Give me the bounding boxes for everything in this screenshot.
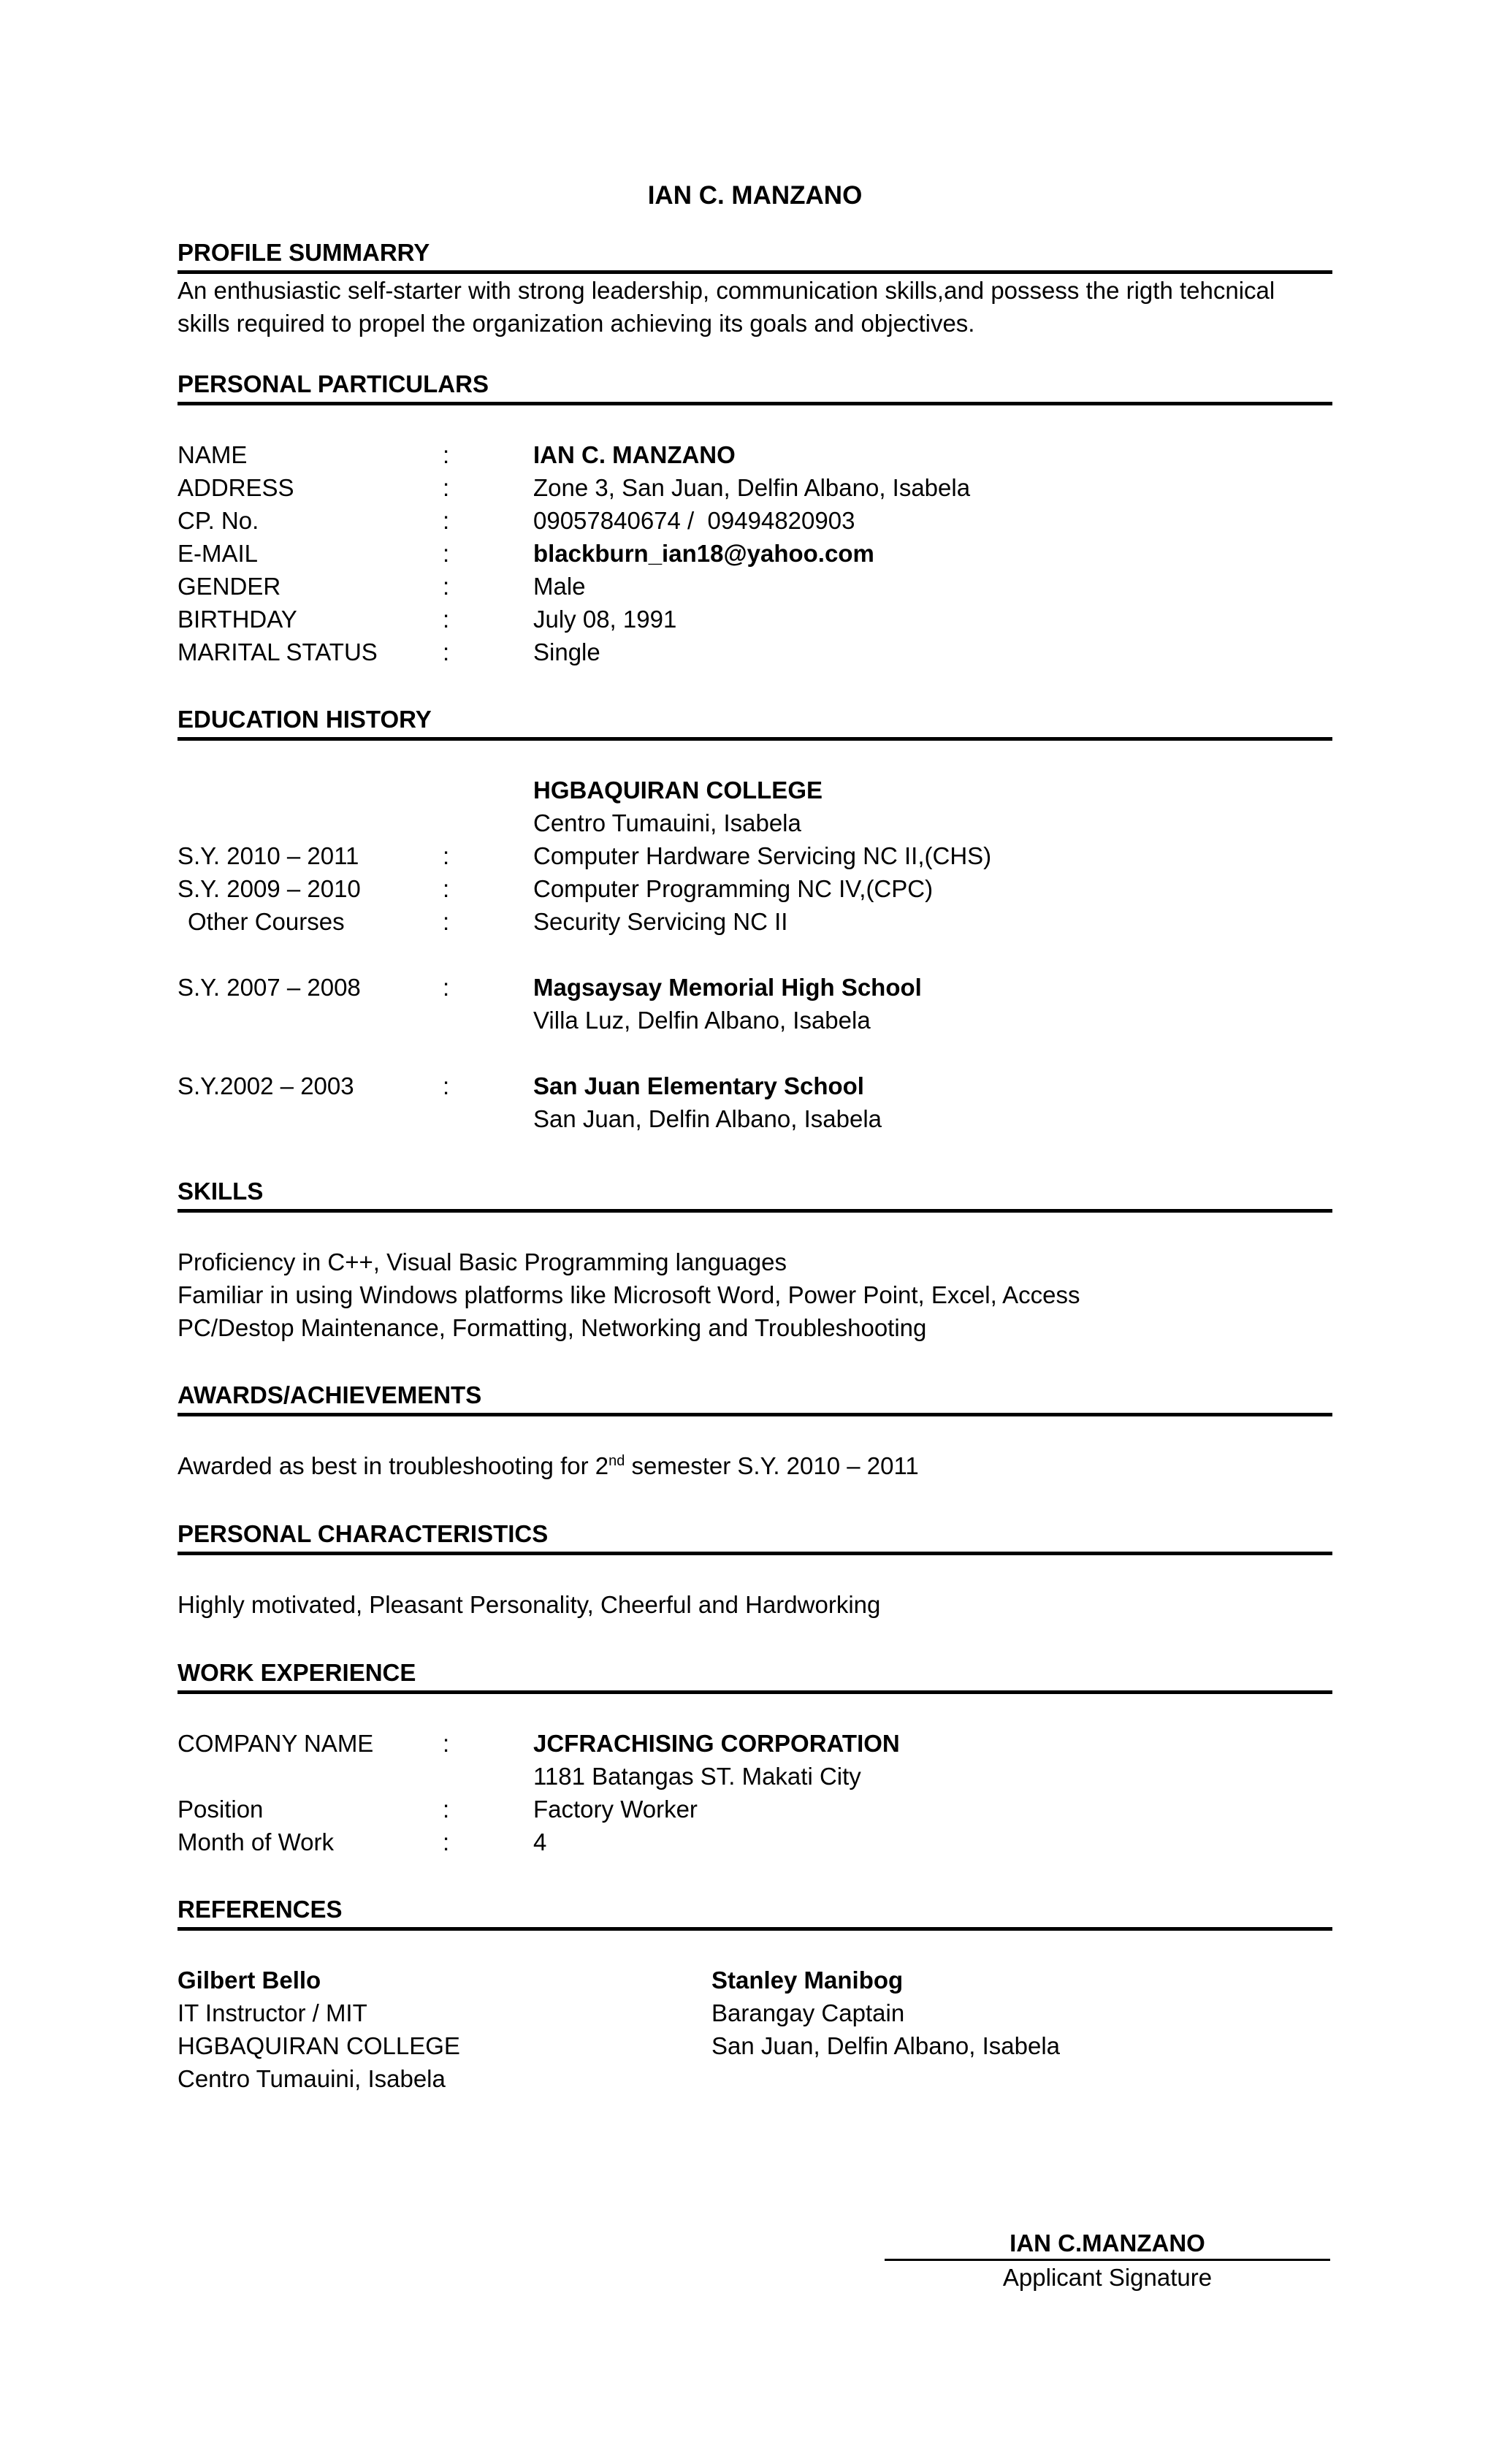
row-label: NAME [178, 441, 248, 468]
row-label: GENDER [178, 573, 281, 600]
skill-item: Familiar in using Windows platforms like Microsoft Word, Power Point, Excel, Access [178, 1281, 1080, 1308]
row-colon: : [443, 908, 450, 935]
personal-row-address [178, 471, 1332, 504]
work-heading: WORK EXPERIENCE [178, 1657, 1332, 1694]
high-school-address: Villa Luz, Delfin Albano, Isabela [533, 1007, 871, 1034]
row-label: ADDRESS [178, 474, 294, 501]
signature-block [885, 2228, 1330, 2294]
characteristics-heading: PERSONAL CHARACTERISTICS [178, 1518, 1332, 1555]
personal-row-phone [178, 504, 1332, 537]
row-label: CP. No. [178, 507, 259, 534]
work-position-row [178, 1793, 1332, 1826]
company-address: 1181 Batangas ST. Makati City [533, 1763, 861, 1790]
row-value: Computer Hardware Servicing NC II,(CHS) [533, 842, 992, 869]
reference-line: Barangay Captain [711, 1999, 905, 2026]
references-list [178, 1964, 1332, 2110]
reference-name: Gilbert Bello [178, 1967, 321, 1994]
row-label: S.Y.2002 – 2003 [178, 1072, 354, 1099]
row-colon: : [443, 1730, 450, 1757]
characteristics-section [178, 1518, 1332, 1621]
reference-line: San Juan, Delfin Albano, Isabela [711, 2032, 1061, 2059]
row-colon: : [443, 638, 450, 665]
work-company-row [178, 1727, 1332, 1760]
characteristics-text: Highly motivated, Pleasant Personality, Cheerful and Hardworking [178, 1591, 881, 1618]
row-colon: : [443, 1072, 450, 1099]
high-school-row [178, 971, 1332, 1004]
row-colon: : [443, 842, 450, 869]
personal-row-email [178, 537, 1332, 570]
college-name: HGBAQUIRAN COLLEGE [533, 777, 823, 804]
references-heading: REFERENCES [178, 1893, 1332, 1931]
row-colon: : [443, 540, 450, 567]
work-months-row [178, 1826, 1332, 1858]
high-school-address-row [178, 1004, 1332, 1037]
row-value: Computer Programming NC IV,(CPC) [533, 875, 934, 902]
award-superscript: nd [608, 1453, 625, 1469]
row-value: IAN C. MANZANO [533, 441, 736, 468]
row-value: 4 [533, 1828, 547, 1855]
row-value: Security Servicing NC II [533, 908, 788, 935]
row-value: Zone 3, San Juan, Delfin Albano, Isabela [533, 474, 971, 501]
row-label: S.Y. 2007 – 2008 [178, 974, 361, 1001]
row-label: COMPANY NAME [178, 1730, 374, 1757]
row-colon: : [443, 474, 450, 501]
award-item [178, 1449, 1332, 1482]
college-address: Centro Tumauini, Isabela [533, 809, 801, 836]
reference-left [178, 1964, 460, 2095]
reference-line: Centro Tumauini, Isabela [178, 2065, 446, 2092]
row-label: S.Y. 2010 – 2011 [178, 842, 359, 869]
award-text: Awarded as best in troubleshooting for 2 [178, 1452, 609, 1479]
row-value: Single [533, 638, 600, 665]
row-colon: : [443, 606, 450, 633]
reference-name: Stanley Manibog [711, 1967, 904, 1994]
skills-heading: SKILLS [178, 1175, 1332, 1213]
elementary-address: San Juan, Delfin Albano, Isabela [533, 1105, 882, 1132]
elementary-row [178, 1069, 1332, 1102]
awards-section [178, 1379, 1332, 1482]
resume-title: IAN C. MANZANO [647, 181, 863, 210]
row-label: BIRTHDAY [178, 606, 297, 633]
personal-heading: PERSONAL PARTICULARS [178, 368, 1332, 405]
row-colon: : [443, 507, 450, 534]
row-label: Other Courses [188, 908, 345, 935]
row-label: MARITAL STATUS [178, 638, 378, 665]
college-address-row [178, 806, 1332, 839]
personal-row-marital [178, 636, 1332, 668]
row-colon: : [443, 875, 450, 902]
row-value: July 08, 1991 [533, 606, 677, 633]
personal-row-birthday [178, 603, 1332, 636]
row-value: Factory Worker [533, 1796, 698, 1823]
row-colon: : [443, 573, 450, 600]
row-label: E-MAIL [178, 540, 259, 567]
reference-right [711, 1964, 1060, 2062]
work-address-row [178, 1760, 1332, 1793]
work-section [178, 1657, 1332, 1858]
skill-item: PC/Destop Maintenance, Formatting, Networking and Troubleshooting [178, 1314, 927, 1341]
education-heading: EDUCATION HISTORY [178, 703, 1332, 741]
row-colon: : [443, 1828, 450, 1855]
profile-text: An enthusiastic self-starter with strong leadership, communication skills,and possess the rigth tehcnical skills required to propel the organization achieving its goals and objectives. [178, 277, 1275, 337]
award-text-end: semester S.Y. 2010 – 2011 [625, 1452, 919, 1479]
personal-section [178, 368, 1332, 668]
awards-heading: AWARDS/ACHIEVEMENTS [178, 1379, 1332, 1416]
college-name-row [178, 774, 1332, 806]
college-row-3 [178, 905, 1332, 938]
email-value: blackburn_ian18@yahoo.com [533, 540, 874, 567]
company-name: JCFRACHISING CORPORATION [533, 1730, 900, 1757]
row-label: Position [178, 1796, 264, 1823]
signature-name: IAN C.MANZANO [885, 2228, 1330, 2261]
profile-heading: PROFILE SUMMARRY [178, 237, 1332, 274]
references-section [178, 1893, 1332, 2110]
reference-line: IT Instructor / MIT [178, 1999, 367, 2026]
profile-section [178, 237, 1332, 340]
signature-caption: Applicant Signature [1002, 2264, 1213, 2291]
college-row-1 [178, 839, 1332, 872]
college-row-2 [178, 872, 1332, 905]
row-colon: : [443, 1796, 450, 1823]
row-colon: : [443, 441, 450, 468]
personal-row-name [178, 438, 1332, 471]
row-value: 09057840674 / 09494820903 [533, 507, 855, 534]
row-label: S.Y. 2009 – 2010 [178, 875, 361, 902]
row-colon: : [443, 974, 450, 1001]
high-school-name: Magsaysay Memorial High School [533, 974, 922, 1001]
row-value: Male [533, 573, 586, 600]
reference-line: HGBAQUIRAN COLLEGE [178, 2032, 460, 2059]
elementary-name: San Juan Elementary School [533, 1072, 864, 1099]
personal-row-gender [178, 570, 1332, 603]
row-label: Month of Work [178, 1828, 334, 1855]
skill-item: Proficiency in C++, Visual Basic Programming languages [178, 1248, 787, 1275]
skills-section [178, 1175, 1332, 1344]
education-section [178, 703, 1332, 1135]
elementary-address-row [178, 1102, 1332, 1135]
